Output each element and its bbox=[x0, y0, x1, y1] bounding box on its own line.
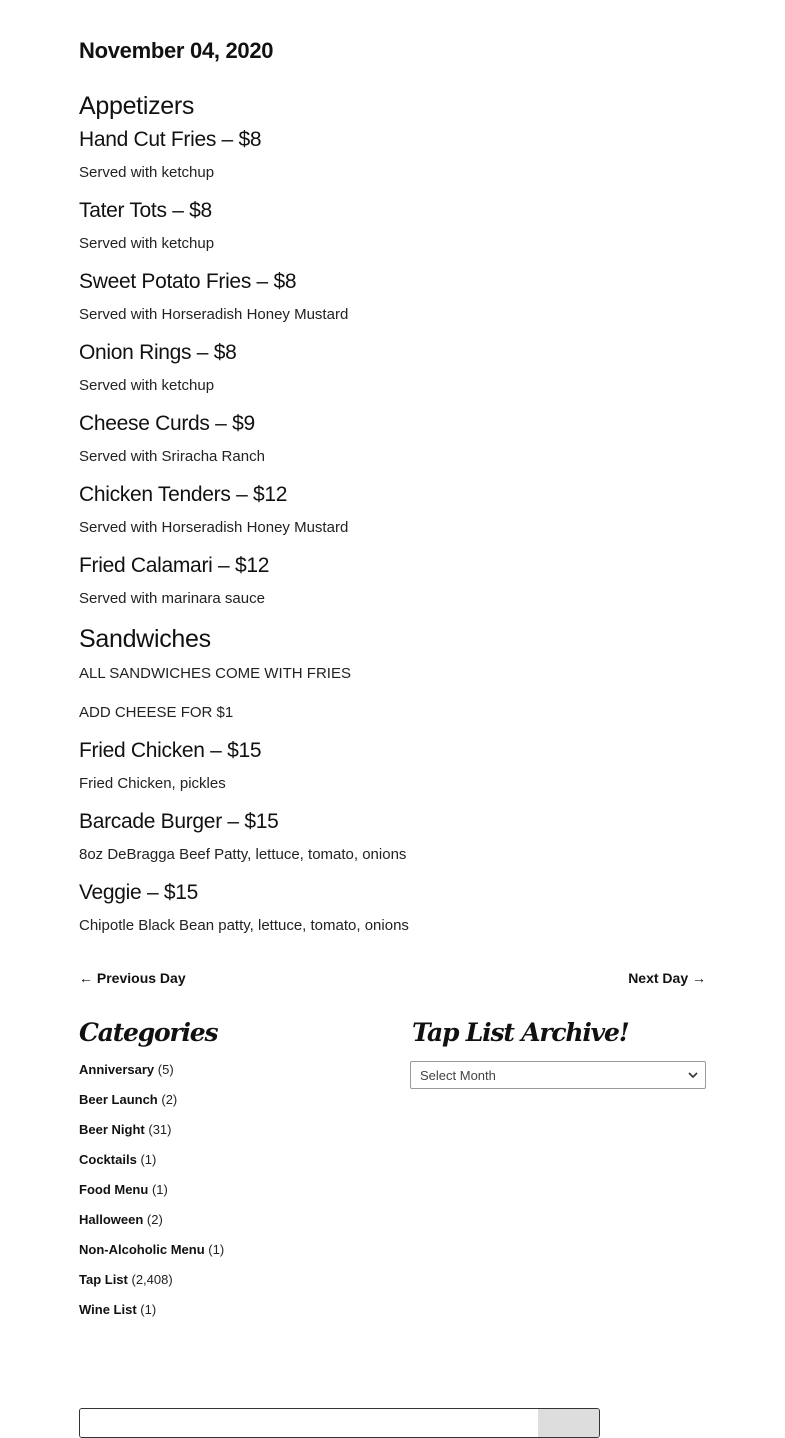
menu-item-title: Veggie – $15 bbox=[79, 881, 199, 904]
search-input[interactable] bbox=[80, 1409, 538, 1438]
menu-item-description: Served with Horseradish Honey Mustard bbox=[79, 519, 349, 536]
category-count: (31) bbox=[148, 1122, 172, 1137]
menu-item-description: Served with Horseradish Honey Mustard bbox=[79, 306, 349, 323]
category-link-beer-launch[interactable]: Beer Launch bbox=[79, 1092, 158, 1107]
category-item bbox=[79, 1182, 224, 1212]
chevron-down-icon bbox=[687, 1068, 699, 1082]
section-title-sandwiches: Sandwiches bbox=[79, 625, 211, 653]
category-link-food-menu[interactable]: Food Menu bbox=[79, 1182, 149, 1197]
menu-item-description: Served with marinara sauce bbox=[79, 590, 265, 607]
sandwich-note-cheese: ADD CHEESE FOR $1 bbox=[79, 704, 234, 721]
category-item bbox=[79, 1272, 224, 1302]
category-link-halloween[interactable]: Halloween bbox=[79, 1212, 144, 1227]
menu-item-description: Served with ketchup bbox=[79, 235, 215, 252]
category-item bbox=[79, 1152, 224, 1182]
category-item bbox=[79, 1242, 224, 1272]
next-day-link[interactable]: Next Day → bbox=[628, 970, 706, 986]
menu-item-title: Fried Calamari – $12 bbox=[79, 554, 270, 577]
category-count: (1) bbox=[140, 1152, 157, 1167]
category-count: (1) bbox=[151, 1182, 168, 1197]
category-link-tap-list[interactable]: Tap List bbox=[79, 1272, 128, 1287]
category-item bbox=[79, 1092, 224, 1122]
menu-item-title: Barcade Burger – $15 bbox=[79, 810, 279, 833]
menu-item-title: Chicken Tenders – $12 bbox=[79, 483, 288, 506]
archive-month-select[interactable] bbox=[410, 1061, 706, 1089]
category-link-wine-list[interactable]: Wine List bbox=[79, 1302, 137, 1317]
category-item bbox=[79, 1212, 224, 1242]
menu-item-description: 8oz DeBragga Beef Patty, lettuce, tomato, onions bbox=[79, 846, 407, 863]
category-item bbox=[79, 1062, 224, 1092]
category-count: (1) bbox=[140, 1302, 157, 1317]
categories-list bbox=[79, 1062, 224, 1332]
category-link-beer-night[interactable]: Beer Night bbox=[79, 1122, 145, 1137]
post-date: November 04, 2020 bbox=[79, 38, 274, 63]
category-link-cocktails[interactable]: Cocktails bbox=[79, 1152, 137, 1167]
menu-item-description: Fried Chicken, pickles bbox=[79, 775, 226, 792]
menu-item-description: Served with Sriracha Ranch bbox=[79, 448, 265, 465]
sandwich-note-fries: ALL SANDWICHES COME WITH FRIES bbox=[79, 665, 351, 682]
categories-widget-title: Categories bbox=[79, 1018, 218, 1047]
category-link-anniversary[interactable]: Anniversary bbox=[79, 1062, 155, 1077]
category-count: (2) bbox=[161, 1092, 178, 1107]
menu-item-description: Chipotle Black Bean patty, lettuce, tomato, onions bbox=[79, 917, 409, 934]
category-count: (1) bbox=[208, 1242, 225, 1257]
search-button[interactable] bbox=[538, 1409, 600, 1438]
category-count: (2,408) bbox=[131, 1272, 173, 1287]
category-count: (5) bbox=[157, 1062, 174, 1077]
previous-day-link[interactable]: ← Previous Day bbox=[79, 970, 186, 986]
menu-item-title: Cheese Curds – $9 bbox=[79, 412, 255, 435]
section-title-appetizers: Appetizers bbox=[79, 92, 195, 120]
menu-item-title: Sweet Potato Fries – $8 bbox=[79, 270, 297, 293]
menu-item-title: Onion Rings – $8 bbox=[79, 341, 237, 364]
archive-selected-value: Select Month bbox=[420, 1068, 496, 1083]
search-form bbox=[79, 1408, 600, 1438]
category-count: (2) bbox=[146, 1212, 163, 1227]
menu-item-description: Served with ketchup bbox=[79, 164, 215, 181]
category-link-non-alcoholic-menu[interactable]: Non-Alcoholic Menu bbox=[79, 1242, 205, 1257]
category-item bbox=[79, 1122, 224, 1152]
menu-item-description: Served with ketchup bbox=[79, 377, 215, 394]
menu-item-title: Tater Tots – $8 bbox=[79, 199, 212, 222]
menu-item-title: Hand Cut Fries – $8 bbox=[79, 128, 262, 151]
category-item bbox=[79, 1302, 224, 1332]
archive-widget-title: Tap List Archive! bbox=[412, 1018, 629, 1047]
menu-item-title: Fried Chicken – $15 bbox=[79, 739, 262, 762]
